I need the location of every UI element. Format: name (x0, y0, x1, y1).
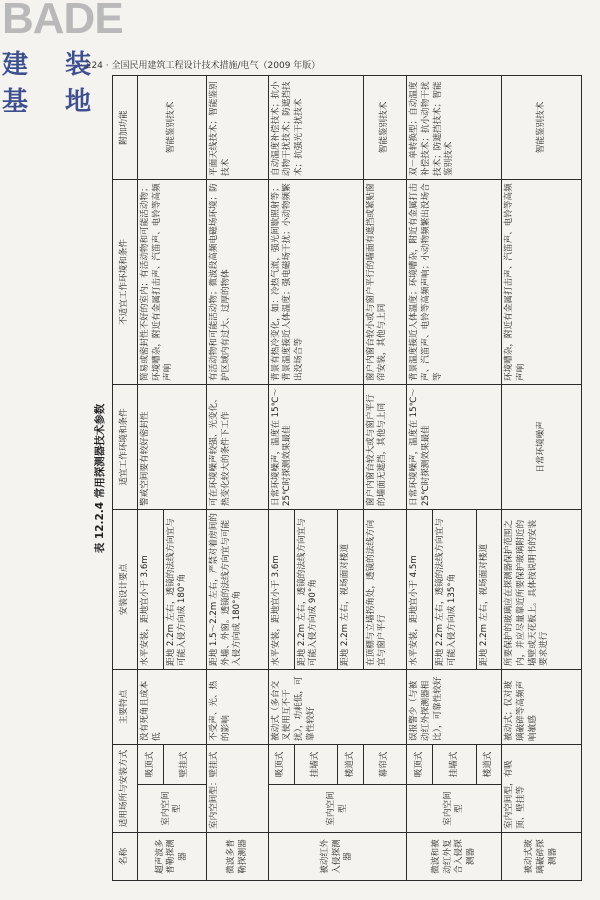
extra: 平面天线技术；智能鉴别技术 (207, 75, 269, 179)
site: 室内空间型：壁挂式 (207, 744, 269, 832)
mount: 吸顶式 (138, 744, 164, 784)
running-header: · 224 · 全国民用建筑工程设计技术措施/电气（2009 年版） (80, 61, 321, 71)
header-site: 适用场所与安装方式 (113, 744, 138, 832)
table-title: 表 12.2.4 常用探测器技术参数 (94, 403, 106, 554)
header-feature: 主要特点 (113, 669, 138, 744)
header-row (113, 75, 138, 880)
extra: 智能鉴别技术 (138, 75, 207, 179)
unsuitable: 环境嘈杂，附近有金属打击声、汽笛声、电铃等高频声响 (502, 179, 582, 384)
mount: 楼道式 (338, 744, 364, 784)
header-unsuitable: 不适宜工作环境和条件 (113, 179, 138, 384)
unsuitable: 窗户内窗台较小或与窗户平行的墙面有遮挡或紧贴窗帘安装，其他与上同 (363, 179, 407, 384)
install: 在顶棚与立墙拐角处，透镜的法线方向宜与窗户平行 (363, 509, 407, 669)
suitable: 日常环境噪声，温度在 15℃～25℃时探测效果最佳 (268, 384, 363, 509)
mount: 挂墙式 (294, 744, 338, 784)
logo-chinese: 建 装 基 地 (2, 50, 106, 117)
install: 水平安装，距地宜小于 4.5m (407, 509, 433, 669)
suitable: 警戒空间要有较好密封性 (138, 384, 207, 509)
rotated-page-content (90, 76, 585, 881)
mount: 挂墙式 (433, 744, 477, 784)
feature: 不受声、光、热的影响 (207, 669, 269, 744)
suitable: 日常环境噪声 (502, 384, 582, 509)
header-name: 名称 (113, 833, 138, 881)
feature: 被动式；仅对玻璃破碎等高频声响敏感 (502, 669, 582, 744)
feature: 没有死角且成本低 (138, 669, 207, 744)
mount: 吸顶式 (407, 744, 433, 784)
header-install: 安装设计要点 (113, 509, 138, 669)
detector-parameters-table (112, 75, 582, 881)
extra: 自动温度补偿技术；抗小动物干扰技术；防遮挡技术；抗强光干扰技术 (268, 75, 363, 179)
unsuitable: 背景温度接近人体温度；环境嘈杂，附近有金属打击声、汽笛声、电铃等高频声响；小动物频繁出没场合等 (407, 179, 502, 384)
header-suitable: 适宜工作环境和条件 (113, 384, 138, 509)
logo-latin: BADE (2, 0, 123, 43)
detector-name: 微波多普勒探测器 (207, 833, 269, 881)
unsuitable: 背景有热冷变化，如：冷热气流，强光间歇照射等；背景温度接近人体温度；强电磁场干扰；小动物频繁出没场合等 (268, 179, 363, 384)
install: 水平安装，距地宜小于 3.6m (138, 509, 164, 669)
install: 距地 2.2m 左右，视场面对楼道 (476, 509, 502, 669)
extra: 双－单转换型；自动温度补偿技术；抗小动物干扰技术；防遮挡技术；智能鉴别技术 (407, 75, 502, 179)
install: 距地 2.2m 左右，透镜的法线方向宜与可能入侵方向成 180°角 (163, 509, 207, 669)
site: 室内空间型 (268, 785, 407, 833)
extra: 智能鉴别技术 (502, 75, 582, 179)
header-extra: 附加功能 (113, 75, 138, 179)
install: 所要保护的玻璃应在探测器保护范围之内，并应尽量靠近所要保护玻璃附近的墙壁或天花板上。具体按说明书的安装要求进行 (502, 509, 582, 669)
mount: 幕帘式 (363, 744, 407, 784)
install: 水平安装，距地宜小于 3.6m (268, 509, 294, 669)
extra: 智能鉴别技术 (363, 75, 407, 179)
feature: 误报警少（与被动红外探测器相比），可靠性较好 (407, 669, 502, 744)
suitable: 窗户内窗台较大或与窗户平行的墙面无遮挡，其他与上同 (363, 384, 407, 509)
table-row (207, 75, 269, 880)
table-row (407, 75, 433, 880)
suitable: 可在环境噪声较强、光变化、热变化较大的条件下工作 (207, 384, 269, 509)
install: 距地 1.5～2.2m 左右，严禁对着房间的外墙、外窗。透镜的法线方向宜与可能入侵方向成 180°角 (207, 509, 269, 669)
install: 距地 2.2m 左右，透镜的法线方向宜与可能入侵方向成 135°角 (433, 509, 477, 669)
site: 室内空间型 (407, 785, 502, 833)
suitable: 日常环境噪声，温度在 15℃～25℃时探测效果最佳 (407, 384, 502, 509)
install: 距地 2.2m 左右，透镜的法线方向宜与可能入侵方向成 90°角 (294, 509, 338, 669)
detector-name: 被动式玻璃破碎探测器 (502, 833, 582, 881)
detector-name: 被动红外入侵探测器 (268, 833, 407, 881)
table-row (268, 75, 294, 880)
site: 室内空间型，有吸顶、壁挂等 (502, 744, 582, 832)
mount: 壁挂式 (163, 744, 207, 784)
table-row (502, 75, 582, 880)
unsuitable: 简易或密封性不好的室内；有活动物和可能活动物；环境嘈杂，附近有金属打击声、汽笛声、电铃等高频声响 (138, 179, 207, 384)
table-row (138, 75, 164, 880)
detector-name: 微波和被动红外复合入侵探测器 (407, 833, 502, 881)
table-row (363, 75, 407, 880)
unsuitable: 有活动物和可能活动物；微波段高频电磁场环境；防护区域内有过大、过厚的物体 (207, 179, 269, 384)
detector-name: 超声波多普勒探测器 (138, 833, 207, 881)
install: 距地 2.2m 左右，视场面对楼道 (338, 509, 364, 669)
feature: 被动式（多台交叉使用互不干扰），功耗低，可靠性较好 (268, 669, 407, 744)
site: 室内空间型 (138, 785, 207, 833)
mount: 楼道式 (476, 744, 502, 784)
mount: 吸顶式 (268, 744, 294, 784)
